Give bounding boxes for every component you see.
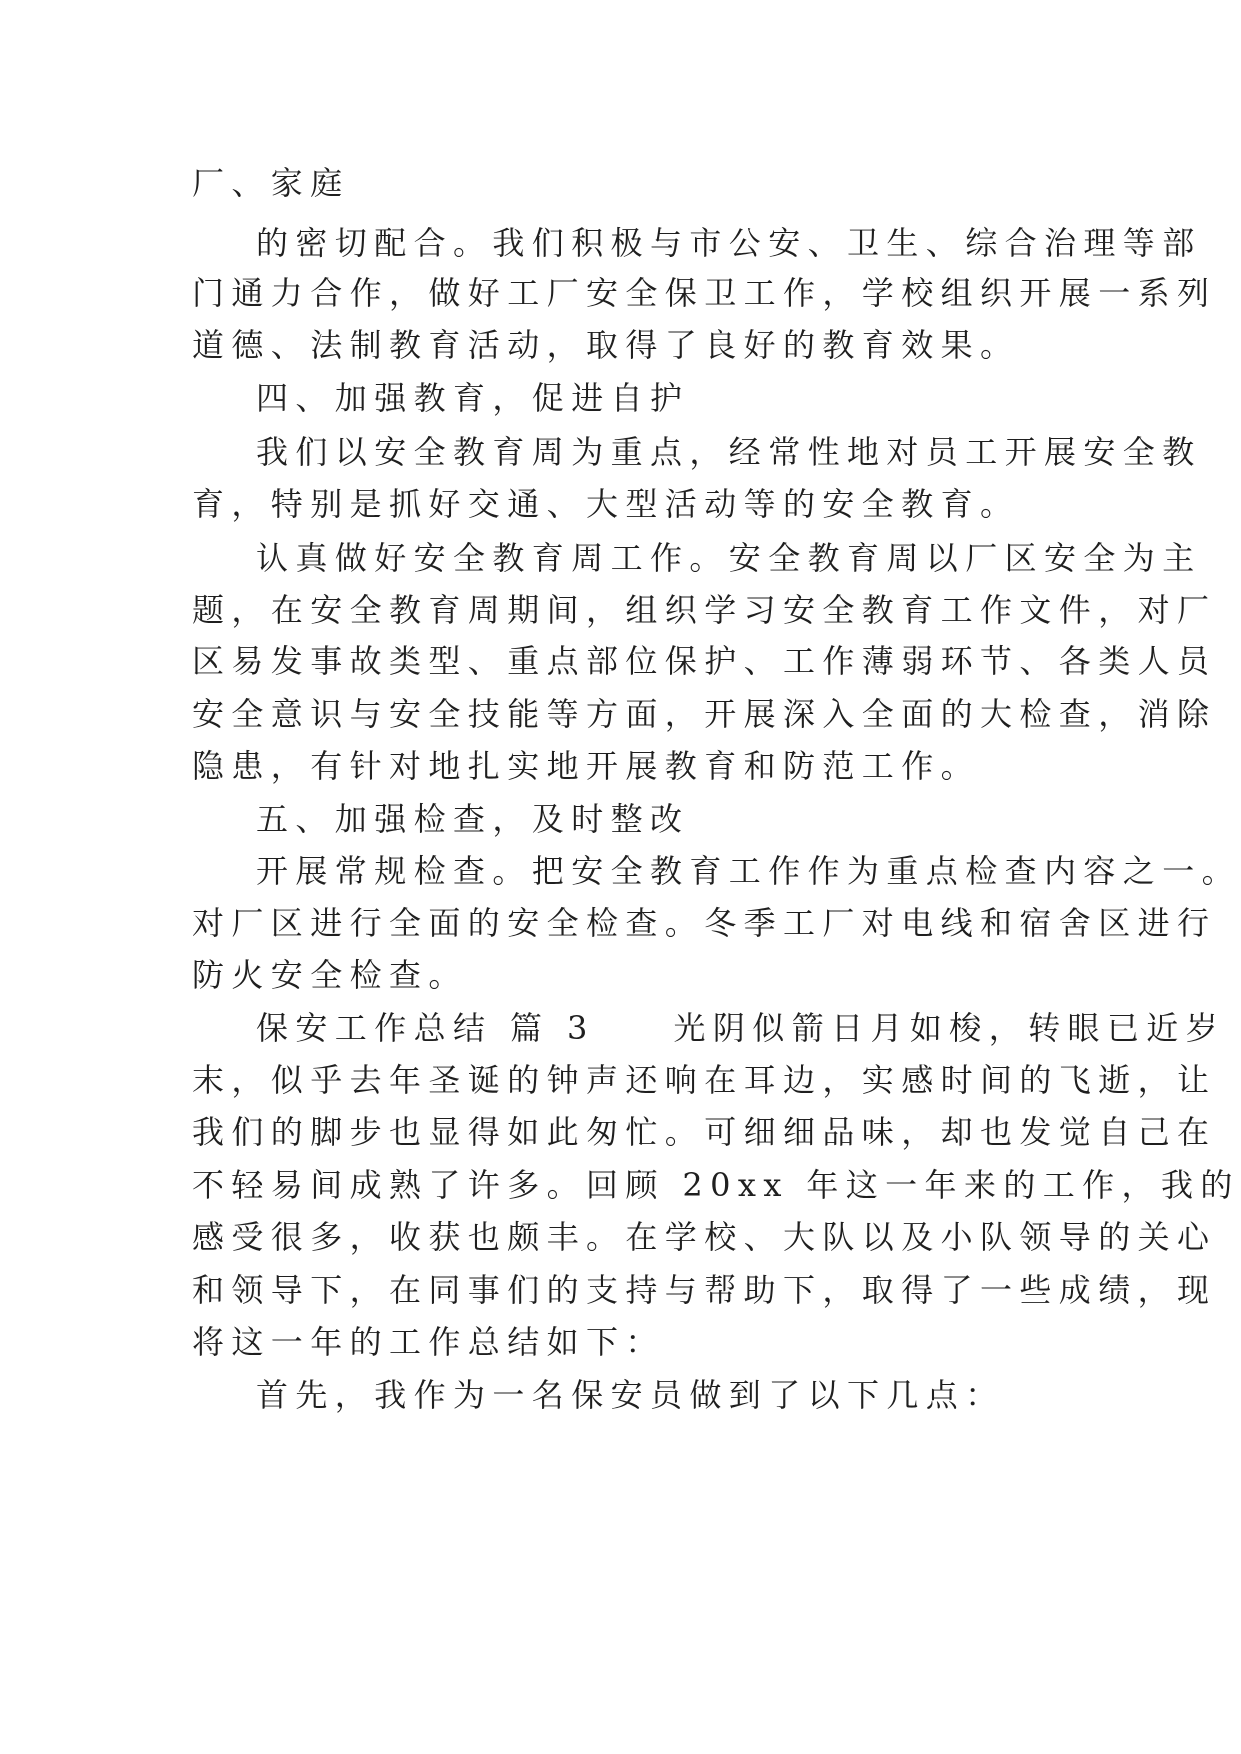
text-line: 末，似乎去年圣诞的钟声还响在耳边，实感时间的飞逝，让 [192, 1061, 1217, 1099]
text-line: 门通力合作，做好工厂安全保卫工作，学校组织开展一系列 [192, 274, 1217, 312]
section-heading: 五、加强检查，及时整改 [256, 800, 690, 838]
text-line: 的密切配合。我们积极与市公安、卫生、综合治理等部 [256, 224, 1202, 262]
text-line: 和领导下，在同事们的支持与帮助下，取得了一些成绩，现 [192, 1271, 1217, 1309]
text-line: 我们以安全教育周为重点，经常性地对员工开展安全教 [256, 433, 1202, 471]
text-line: 首先，我作为一名保安员做到了以下几点： [256, 1376, 1005, 1414]
text-line: 对厂区进行全面的安全检查。冬季工厂对电线和宿舍区进行 [192, 904, 1217, 942]
text-line: 感受很多，收获也颇丰。在学校、大队以及小队领导的关心 [192, 1218, 1217, 1256]
section-heading: 四、加强教育，促进自护 [256, 379, 690, 417]
text-line: 题，在安全教育周期间，组织学习安全教育工作文件，对厂 [192, 591, 1217, 629]
text-line: 厂、家庭 [192, 164, 350, 202]
text-line: 隐患，有针对地扎实地开展教育和防范工作。 [192, 747, 981, 785]
article-title-line: 保安工作总结 篇 3 光阴似箭日月如梭，转眼已近岁 [256, 1009, 1226, 1047]
text-line: 不轻易间成熟了许多。回顾 20xx 年这一年来的工作，我的 [192, 1166, 1240, 1204]
text-line: 区易发事故类型、重点部位保护、工作薄弱环节、各类人员 [192, 642, 1217, 680]
text-line: 我们的脚步也显得如此匆忙。可细细品味，却也发觉自己在 [192, 1113, 1217, 1151]
text-line: 开展常规检查。把安全教育工作作为重点检查内容之一。 [256, 852, 1241, 890]
text-line: 育，特别是抓好交通、大型活动等的安全教育。 [192, 485, 1020, 523]
text-line: 道德、法制教育活动，取得了良好的教育效果。 [192, 326, 1020, 364]
text-line: 将这一年的工作总结如下： [192, 1323, 665, 1361]
text-line: 认真做好安全教育周工作。安全教育周以厂区安全为主 [256, 539, 1202, 577]
text-line: 安全意识与安全技能等方面，开展深入全面的大检查，消除 [192, 695, 1217, 733]
text-line: 防火安全检查。 [192, 956, 468, 994]
